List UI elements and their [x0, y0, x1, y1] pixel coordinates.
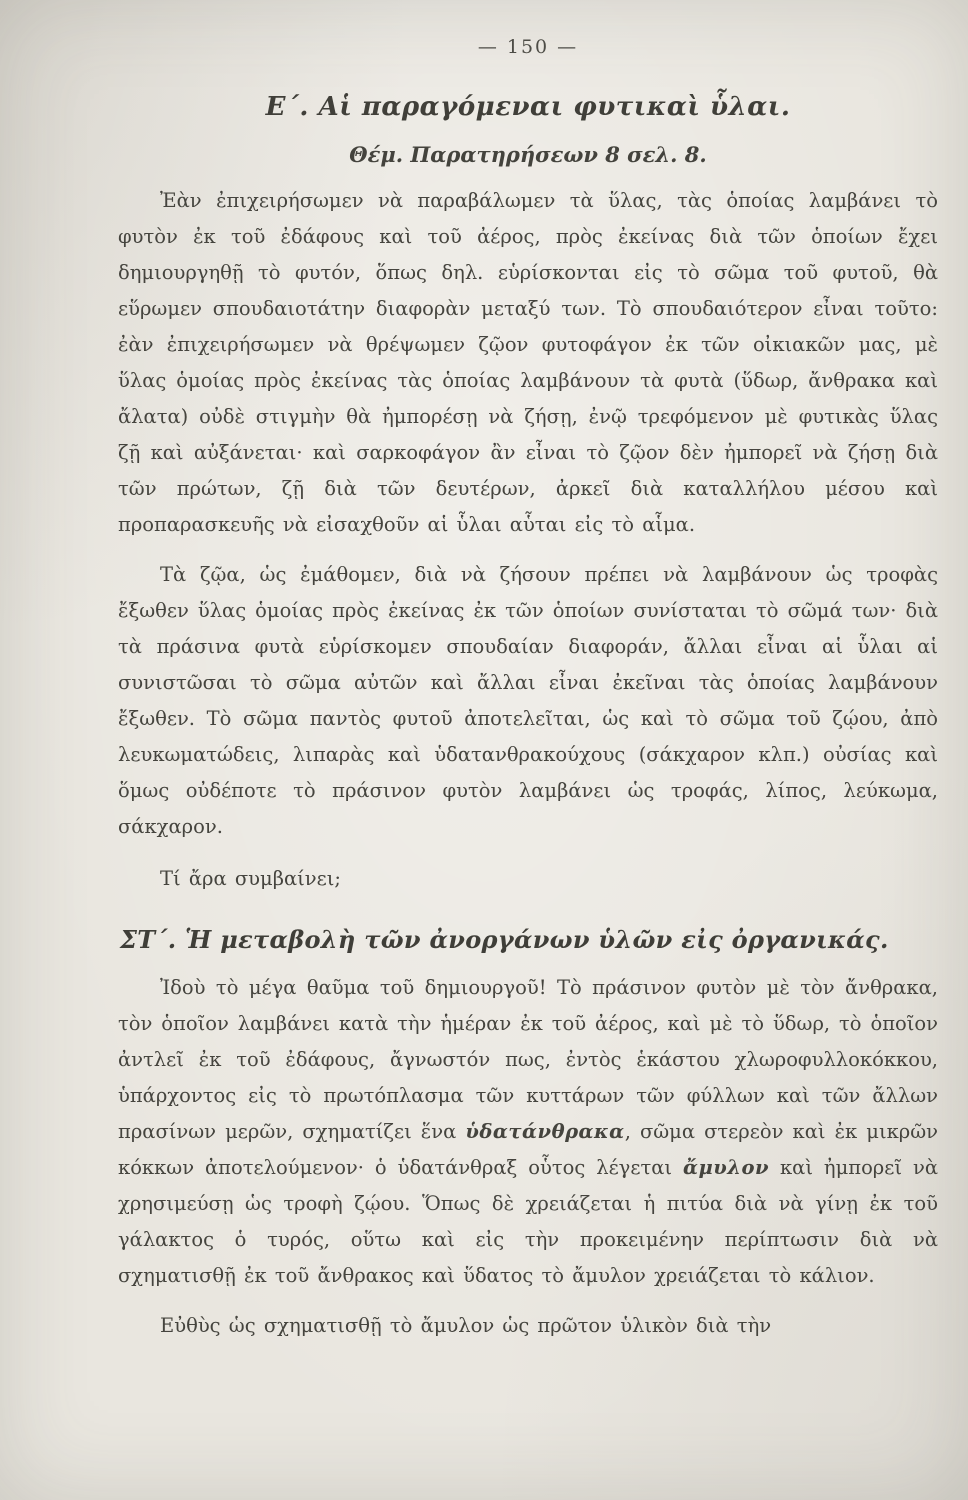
- page-content: [118, 30, 938, 1344]
- paragraph-animals-food: Τὰ ζῷα, ὡς ἐμάθομεν, διὰ νὰ ζήσουν πρέπει νὰ λαμβάνουν ὡς τροφὰς ἔξωθεν ὕλας ὁμοίας πρὸς ἐκείνας ἐκ τῶν ὁποίων συνίσταται τὸ σῶμά των· διὰ τὰ πράσινα φυτὰ εὑρίσκομεν σπουδαίαν διαφοράν, ἄλλαι εἶναι αἱ ὗλαι αἱ συνιστῶσαι τὸ σῶμα αὐτῶν καὶ ἄλλαι εἶναι ἐκεῖναι τὰς ὁποίας λαμβάνουν ἔξωθεν. Τὸ σῶμα παντὸς φυτοῦ ἀποτελεῖται, ὡς καὶ τὸ σῶμα τοῦ ζῴου, ἀπὸ λευκωματώδεις, λιπαρὰς καὶ ὑδατανθρακούχους (σάκχαρον κλπ.) οὐσίας καὶ ὅμως οὐδέποτε τὸ πράσινον φυτὸν λαμβάνει ὡς τροφάς, λίπος, λεύκωμα, σάκχαρον.: [118, 563, 938, 838]
- text-run: , σῶμα στερεὸν καὶ ἐκ μικρῶν κόκκων ἀποτελούμενον· ὁ ὑδατάνθραξ οὗτος λέγεται: [118, 1120, 939, 1179]
- section-heading-st: ΣΤ΄. Ἡ μεταβολὴ τῶν ἀνοργάνων ὑλῶν εἰς ὀργανικάς.: [120, 925, 889, 954]
- emphasis-amylon: ἄμυλον: [682, 1156, 770, 1179]
- section-heading-e: Ε΄. Αἱ παραγόμεναι φυτικαὶ ὗλαι.: [265, 92, 791, 122]
- text-run: Ἰδοὺ τὸ μέγα θαῦμα τοῦ δημιουργοῦ! Τὸ πράσινον φυτὸν μὲ τὸν ἄνθρακα, τὸν ὁποῖον λαμβάνει κατὰ τὴν ἡμέραν ἐκ τοῦ ἀέρος, καὶ μὲ τὸ ὕδωρ, τὸ ὁποῖον ἀντλεῖ ἐκ τοῦ ἐδάφους, ἄγνωστόν πως, ἐντὸς ἑκάστου χλωροφυλλοκόκκου, ὑπάρχοντος εἰς τὸ πρωτόπλασμα τῶν κυττάρων τῶν φύλλων καὶ τῶν ἄλλων πρασίνων μερῶν, σχηματίζει ἕνα: [118, 976, 938, 1143]
- paragraph-comparison: Ἐὰν ἐπιχειρήσωμεν νὰ παραβάλωμεν τὰ ὕλας, τὰς ὁποίας λαμβάνει τὸ φυτὸν ἐκ τοῦ ἐδάφους καὶ τοῦ ἀέρος, πρὸς ἐκείνας διὰ τῶν ὁποίων ἔχει δημιουργηθῇ τὸ φυτόν, ὅπως δηλ. εὑρίσκονται εἰς τὸ σῶμα τοῦ φυτοῦ, θὰ εὕρωμεν σπουδαιοτάτην διαφορὰν μεταξύ των. Τὸ σπουδαιότερον εἶναι τοῦτο: ἐὰν ἐπιχειρήσωμεν νὰ θρέψωμεν ζῷον φυτοφάγον ἐκ τῶν οἰκιακῶν μας, μὲ ὕλας ὁμοίας πρὸς ἐκείνας τὰς ὁποίας λαμβάνουν τὰ φυτὰ (ὕδωρ, ἄνθρακα καὶ ἄλατα) οὐδὲ στιγμὴν θὰ ἠμπορέσῃ νὰ ζήσῃ, ἐνῷ τρεφόμενον μὲ φυτικὰς ὕλας ζῇ καὶ αὐξάνεται· καὶ σαρκοφάγον ἂν εἶναι τὸ ζῷον δὲν ἠμπορεῖ νὰ ζήσῃ διὰ τῶν πρώτων, ζῇ διὰ τῶν δευτέρων, ἀρκεῖ διὰ καταλλήλου μέσου καὶ προπαρασκευῆς νὰ εἰσαχθοῦν αἱ ὗλαι αὗται εἰς τὸ αἷμα.: [118, 189, 938, 536]
- page-number: — 150 —: [477, 36, 579, 58]
- emphasis-hydatanthraka: ὑδατάνθρακα: [465, 1120, 625, 1143]
- text-run: καὶ ἠμπορεῖ νὰ χρησιμεύσῃ ὡς τροφὴ ζῴου. Ὅπως δὲ χρειάζεται ἡ πιτύα διὰ νὰ γίνῃ ἐκ τοῦ γάλακτος ὁ τυρός, οὕτω καὶ εἰς τὴν προκειμένην περίπτωσιν διὰ νὰ σχηματισθῇ ἐκ τοῦ ἄνθρακος καὶ ὕδατος τὸ ἄμυλον χρειάζεται τὸ κάλιον.: [118, 1156, 938, 1287]
- paragraph-miracle: [118, 970, 938, 1294]
- paragraph-amylon-continued: Εὐθὺς ὡς σχηματισθῇ τὸ ἄμυλον ὡς πρῶτον ὑλικὸν διὰ τὴν: [160, 1314, 772, 1337]
- paragraph-question: Τί ἄρα συμβαίνει;: [160, 867, 341, 890]
- section-subheading: Θέμ. Παρατηρήσεων 8 σελ. 8.: [349, 142, 707, 167]
